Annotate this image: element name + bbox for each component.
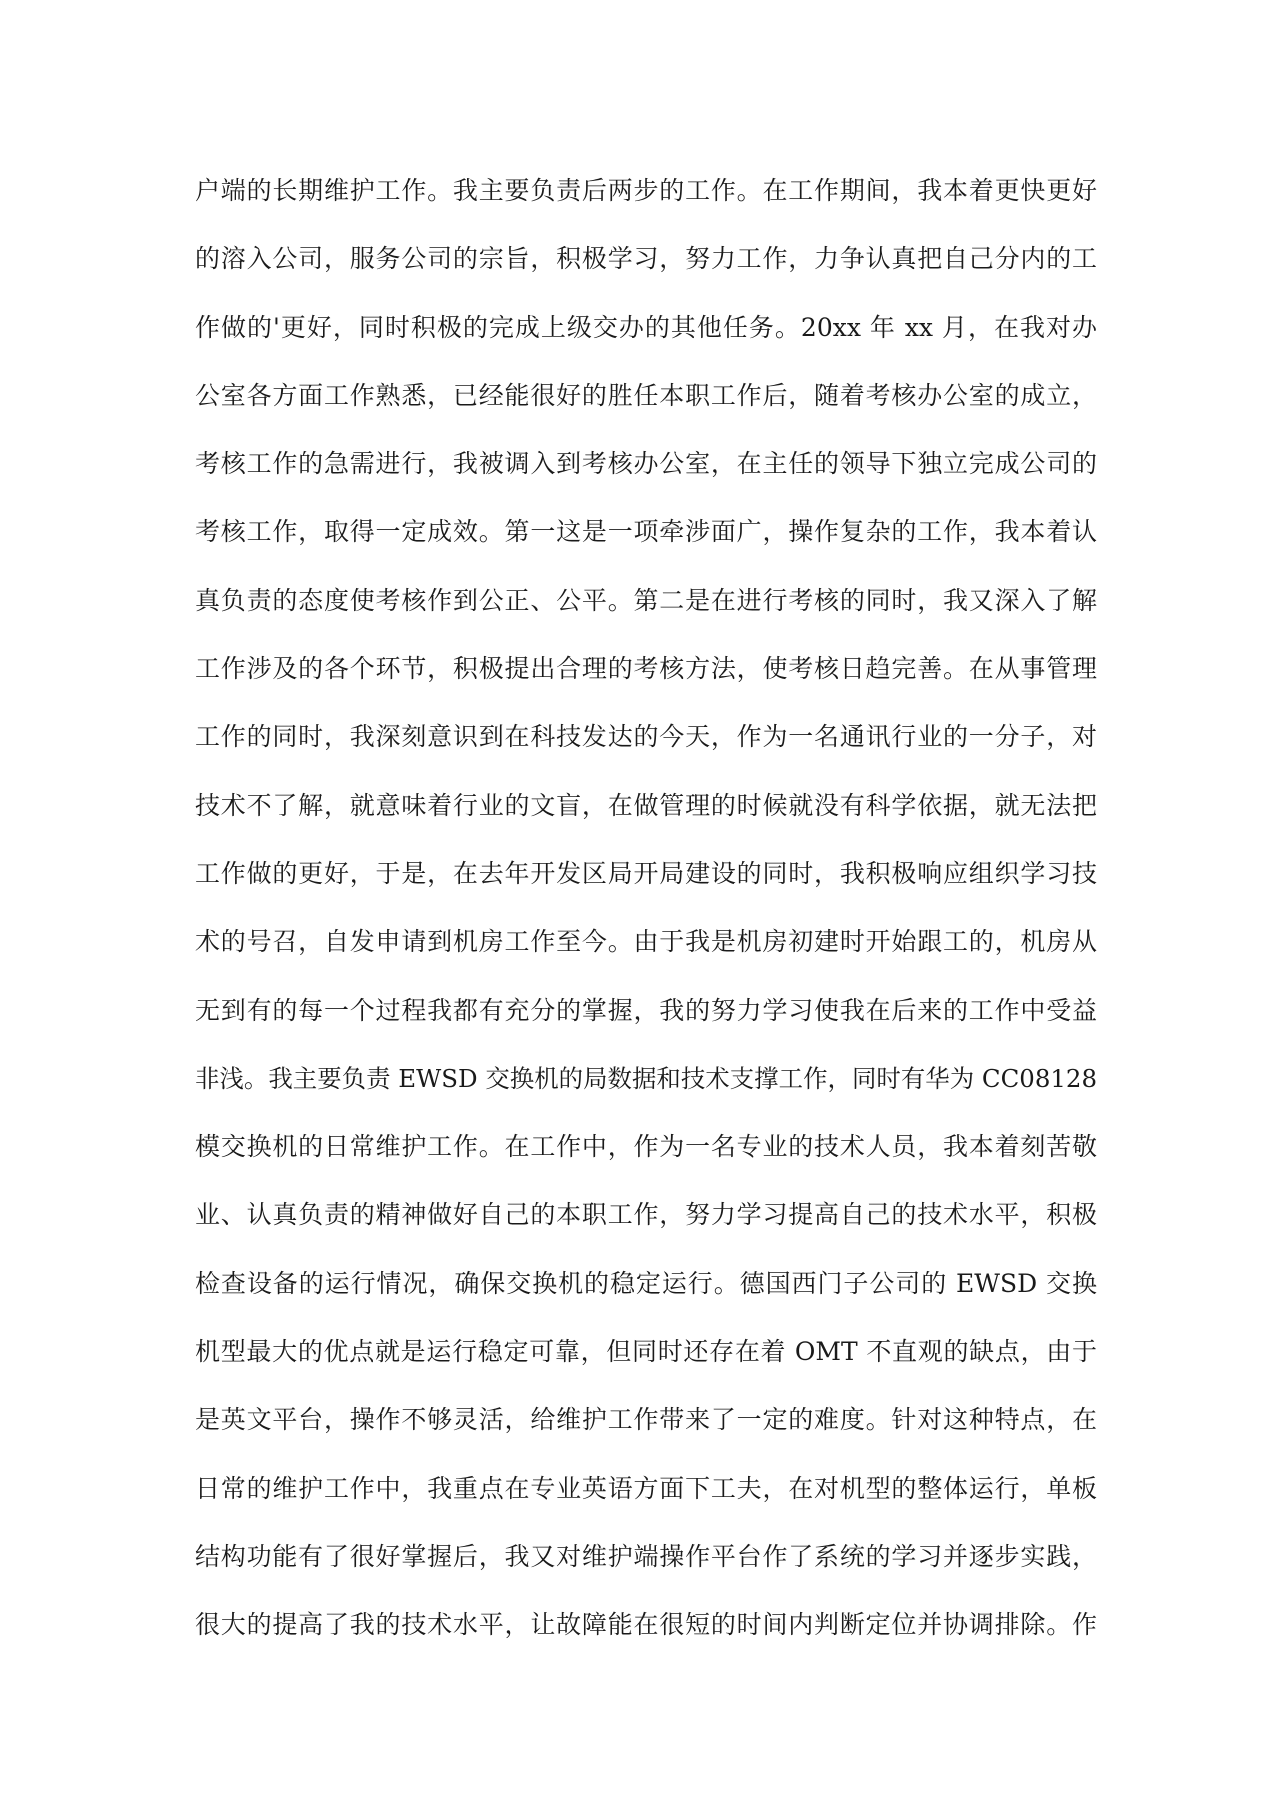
text-line: 非浅。我主要负责 EWSD 交换机的局数据和技术支撑工作，同时有华为 CC08128 [195,1063,1097,1093]
text-line: 户端的长期维护工作。我主要负责后两步的工作。在工作期间，我本着更快更好 [195,176,1097,205]
text-line: 结构功能有了很好掌握后，我又对维护端操作平台作了系统的学习并逐步实践， [195,1541,1097,1571]
text-line: 业、认真负责的精神做好自己的本职工作，努力学习提高自己的技术水平，积极 [195,1200,1097,1230]
text-line: 日常的维护工作中，我重点在专业英语方面下工夫，在对机型的整体运行，单板 [195,1473,1097,1503]
text-line: 考核工作，取得一定成效。第一这是一项牵涉面广，操作复杂的工作，我本着认 [195,517,1097,547]
text-line: 工作的同时，我深刻意识到在科技发达的今天，作为一名通讯行业的一分子，对 [195,722,1097,752]
text-line: 考核工作的急需进行，我被调入到考核办公室，在主任的领导下独立完成公司的 [195,449,1097,479]
text-line: 公室各方面工作熟悉，已经能很好的胜任本职工作后，随着考核办公室的成立， [195,380,1097,410]
text-line: 是英文平台，操作不够灵活，给维护工作带来了一定的难度。针对这种特点，在 [195,1405,1097,1435]
text-line: 很大的提高了我的技术水平，让故障能在很短的时间内判断定位并协调排除。作 [195,1610,1097,1640]
text-line: 的溶入公司，服务公司的宗旨，积极学习，努力工作，力争认真把自己分内的工 [195,244,1097,274]
text-line: 作做的'更好，同时积极的完成上级交办的其他任务。20xx 年 xx 月，在我对办 [195,312,1097,342]
text-line: 模交换机的日常维护工作。在工作中，作为一名专业的技术人员，我本着刻苦敬 [195,1132,1097,1162]
text-line: 真负责的态度使考核作到公正、公平。第二是在进行考核的同时，我又深入了解 [195,585,1097,615]
text-line: 工作做的更好，于是，在去年开发区局开局建设的同时，我积极响应组织学习技 [195,858,1097,888]
text-line: 检查设备的运行情况，确保交换机的稳定运行。德国西门子公司的 EWSD 交换 [195,1268,1097,1298]
text-line: 术的号召，自发申请到机房工作至今。由于我是机房初建时开始跟工的，机房从 [195,927,1097,957]
text-line: 工作涉及的各个环节，积极提出合理的考核方法，使考核日趋完善。在从事管理 [195,654,1097,684]
text-line: 机型最大的优点就是运行稳定可靠，但同时还存在着 OMT 不直观的缺点，由于 [195,1337,1097,1367]
text-line: 无到有的每一个过程我都有充分的掌握，我的努力学习使我在后来的工作中受益 [195,995,1097,1025]
text-line: 技术不了解，就意味着行业的文盲，在做管理的时候就没有科学依据，就无法把 [195,790,1097,820]
body-paragraph [195,157,1097,1660]
